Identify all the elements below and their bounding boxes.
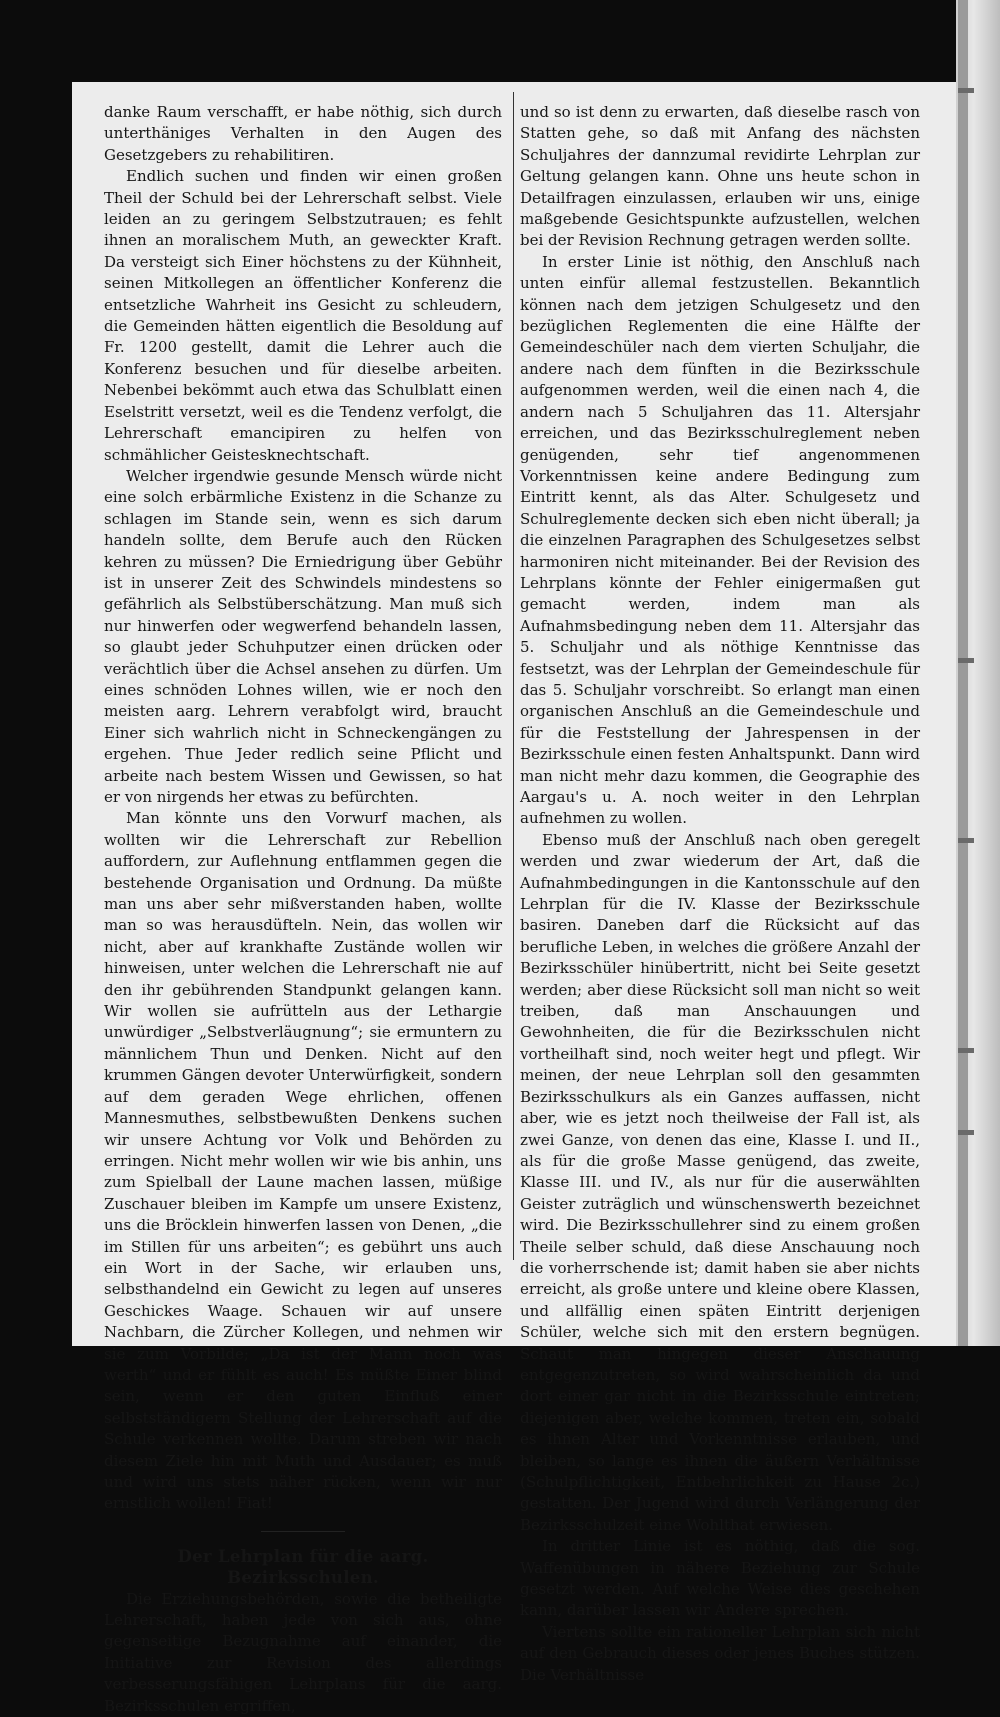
binding-mark bbox=[958, 838, 974, 843]
paragraph: Man könnte uns den Vorwurf machen, als wollten wir die Lehrerschaft zur Rebellion auffordern, zur Auflehnung entflammen gegen die bestehende Organisation und Ordnung. Da müßte man uns aber sehr mißverstanden haben, wollte man so was herausdüfteln. Nein, das wollen wir nicht, aber auf krankhafte Zustände wollen wir hinweisen, unter welchen die Lehrerschaft nie auf den ihr gebührenden Standpunkt gelangen kann. Wir wollen sie aufrütteln aus der Lethargie unwürdiger „Selbstverläugnung“; sie ermuntern zu männlichem Thun und Denken. Nicht auf den krummen Gängen devoter Unterwürfigkeit, sondern auf dem geraden Wege ehrlichen, offenen Mannesmuthes, selbstbewußten Denkens suchen wir unsere Achtung vor Volk und Behörden zu erringen. Nicht mehr wollen wir wie bis anhin, uns zum Spielball der Laune machen lassen, müßige Zuschauer bleiben im Kampfe um unsere Existenz, uns die Bröcklein hinwerfen lassen von Denen, „die im Stillen für uns arbeiten“; es gebührt uns auch ein Wort in der Sache, wir erlauben uns, selbsthandelnd ein Gewicht zu legen auf unseres Geschickes Waage. Schauen wir auf unsere Nachbarn, die Zürcher Kollegen, und nehmen wir sie zum Vorbilde; „Da ist der Mann noch was werth“ und er fühlt es auch! Es müßte Einer blind sein, wenn er den guten Einfluß einer selbstständigern Stellung der Lehrerschaft auf die Schule verkennen wollte. Darum streben wir nach diesem Ziele hin mit Muth und Ausdauer; es muß und wird uns stets näher rücken, wenn wir nur ernstlich wollen! Fiat! bbox=[104, 809, 502, 1513]
article-heading: Der Lehrplan für die aarg. Bezirksschulen. bbox=[177, 1546, 429, 1588]
page-binding-shadow bbox=[958, 0, 968, 1346]
section-separator bbox=[261, 1531, 345, 1532]
paragraph: Ebenso muß der Anschluß nach oben geregelt werden und zwar wiederum der Art, daß die Aufnahmbedingungen in die Kantonsschule auf den Lehrplan für die IV. Klasse der Bezirksschule basiren. Daneben darf die Rücksicht auf das berufliche Leben, in welches die größere Anzahl der Bezirksschüler hinübertritt, nicht bei Seite gesetzt werden; aber diese Rücksicht soll man nicht so weit treiben, daß man Anschauungen und Gewohnheiten, die für die Bezirksschulen nicht vortheilhaft sind, noch weiter hegt und pflegt. Wir meinen, der neue Lehrplan soll den gesammten Bezirksschulkurs als ein Ganzes auffassen, nicht aber, wie es jetzt noch theilweise der Fall ist, als zwei Ganze, von denen das eine, Klasse I. und II., als für die große Masse genügend, das zweite, Klasse III. und IV., als nur für die auserwählten Geister zuträglich und wünschenswerth bezeichnet wird. Die Bezirksschullehrer sind zu einem großen Theile selber schuld, daß diese Anschauung noch die vorherrschende ist; damit haben sie aber nichts erreicht, als große untere und kleine obere Klassen, und allfällig einen späten Eintritt derjenigen Schüler, welche sich mit den erstern begnügen. Schaut man hingegen dieser Anschauung entgegenzutreten, so wird wahrscheinlich da und dort einer gar nicht in die Bezirksschule eintreten; diejenigen aber, welche kommen, treten ein, sobald es ihnen Alter und Vorkenntnisse erlauben, und bleiben, so lange es ihnen die äußern Verhältnisse (Schulpflichtigkeit, Entbehrlichkeit zu Hause 2c.) gestatten. Der Jugend wird durch Verlängerung der Bezirksschulzeit eine Wohlthat erwiesen. bbox=[520, 830, 920, 1534]
paragraph: Viertens sollte ein rationeller Lehrplan sich nicht auf den Gebrauch dieses oder jenes Buches stützen. Die Verhältnisse bbox=[520, 1622, 920, 1684]
binding-mark bbox=[958, 88, 974, 93]
paragraph: In erster Linie ist nöthig, den Anschluß nach unten einfür allemal festzustellen. Bekanntlich können nach dem jetzigen Schulgesetz und den bezüglichen Reglementen die eine Hälfte der Gemeindeschüler nach dem vierten Schuljahr, die andere nach dem fünften in die Bezirksschule aufgenommen werden, weil die einen nach 4, die andern nach 5 Schuljahren das 11. Altersjahr erreichen, und das Bezirksschulreglement neben genügenden, sehr tief angenommenen Vorkenntnissen keine andere Bedingung zum Eintritt kennt, als das Alter. Schulgesetz und Schulreglemente decken sich eben nicht überall; ja die einzelnen Paragraphen des Schulgesetzes selbst harmoniren nicht miteinander. Bei der Revision des Lehrplans könnte der Fehler einigermaßen gut gemacht werden, indem man als Aufnahmsbedingung neben dem 11. Altersjahr das 5. Schuljahr und als nöthige Kenntnisse das festsetzt, was der Lehrplan der Gemeindeschule für das 5. Schuljahr vorschreibt. So erlangt man einen organischen Anschluß an die Gemeindeschule und für die Feststellung der Jahrespensen in der Bezirksschule einen festen Anhaltspunkt. Dann wird man nicht mehr dazu kommen, die Geographie des Aargau's u. A. noch weiter in den Lehrplan aufnehmen zu wollen. bbox=[520, 252, 920, 828]
right-column bbox=[520, 102, 920, 1686]
binding-mark bbox=[958, 1130, 974, 1135]
paragraph: Die Erziehungsbehörden, sowie die betheiligte Lehrerschaft, haben jede von sich aus, ohne gegenseitige Bezugnahme auf einander, die Initiative zur Revision des allerdings verbesserungsfähigen Lehrplans für die aarg. Bezirksschulen ergriffen, bbox=[104, 1589, 502, 1715]
paragraph: In dritter Linie ist es nöthig, daß die sog. Waffenübungen in nähere Beziehung zur Schule gesetzt werden. Auf welche Weise dies geschehen kann, darüber lassen wir Andere sprechen. bbox=[520, 1537, 920, 1620]
paragraph: danke Raum verschafft, er habe nöthig, sich durch unterthäniges Verhalten in den Augen des Gesetzgebers zu rehabilitiren. bbox=[104, 103, 502, 164]
paragraph: Welcher irgendwie gesunde Mensch würde nicht eine solch erbärmliche Existenz in die Schanze zu schlagen im Stande sein, wenn es sich darum handeln sollte, dem Berufe auch den Rücken kehren zu müssen? Die Erniedrigung über Gebühr ist in unserer Zeit des Schwindels mindestens so gefährlich als Selbstüberschätzung. Man muß sich nur hinwerfen oder wegwerfend behandeln lassen, so glaubt jeder Schuhputzer einen drücken oder verächtlich über die Achsel ansehen zu dürfen. Um eines schnöden Lohnes willen, wie er noch den meisten aarg. Lehrern verabfolgt wird, braucht Einer sich wahrlich nicht in Schneckengängen zu ergehen. Thue Jeder redlich seine Pflicht und arbeite nach bestem Wissen und Gewissen, so hat er von nirgends her etwas zu befürchten. bbox=[104, 466, 502, 806]
binding-mark bbox=[958, 1048, 974, 1053]
binding-mark bbox=[958, 658, 974, 663]
paragraph: Endlich suchen und finden wir einen großen Theil der Schuld bei der Lehrerschaft selbst. Viele leiden an zu geringem Selbstzutrauen; es fehlt ihnen an moralischem Muth, an geweckter Kraft. Da versteigt sich Einer höchstens zu der Kühnheit, seinen Mitkollegen an öffentlicher Konferenz die entsetzliche Wahrheit ins Gesicht zu schleudern, die Gemeinden hätten eigentlich die Besoldung auf Fr. 1200 gestellt, damit die Lehrer auch die Konferenz besuchen und für dieselbe arbeiten. Nebenbei bekömmt auch etwa das Schulblatt einen Eselstritt versetzt, weil es die Tendenz verfolgt, die Lehrerschaft emancipiren zu helfen von schmählicher Geistesknechtschaft. bbox=[104, 167, 502, 464]
column-divider bbox=[513, 92, 514, 1260]
left-column bbox=[104, 102, 502, 1717]
paragraph: und so ist denn zu erwarten, daß dieselbe rasch von Statten gehe, so daß mit Anfang des nächsten Schuljahres der dannzumal revidirte Lehrplan zur Geltung gelangen kann. Ohne uns heute schon in Detailfragen einzulassen, erlauben wir uns, einige maßgebende Gesichtspunkte aufzustellen, welchen bei der Revision Rechnung getragen werden sollte. bbox=[520, 103, 920, 250]
